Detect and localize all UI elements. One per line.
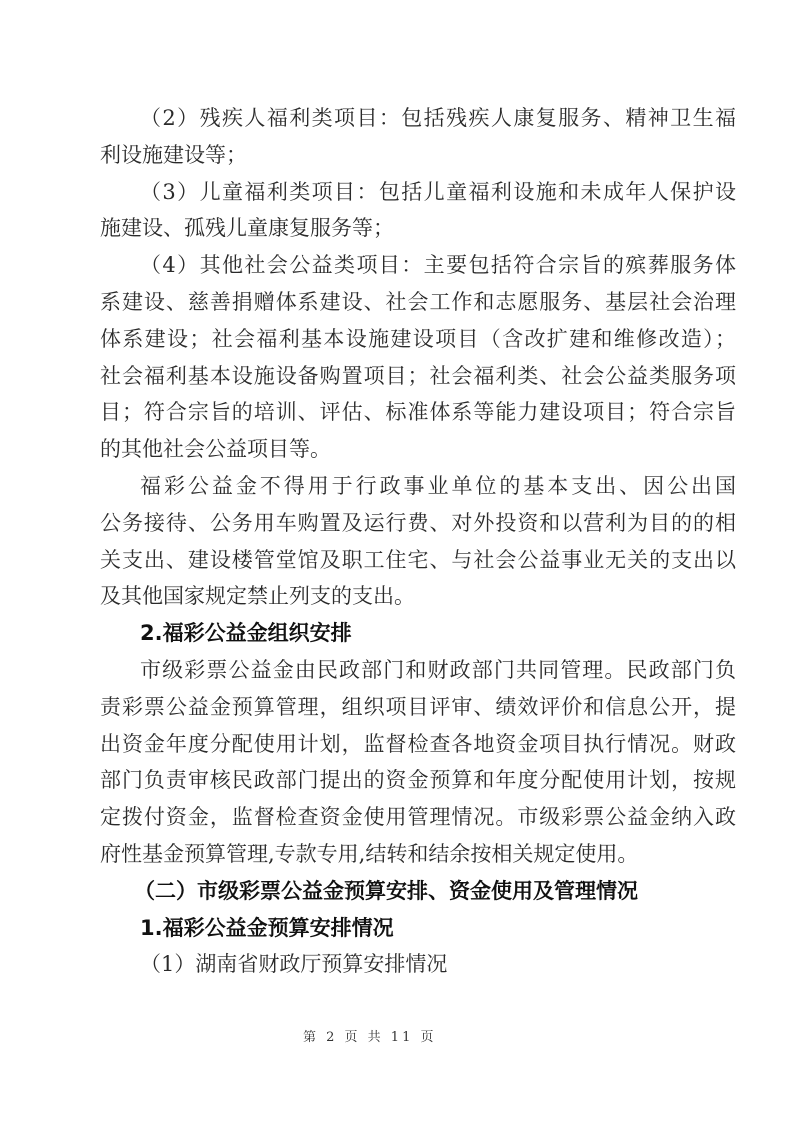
paragraph-line: 出资金年度分配使用计划，监督检查各地资金项目执行情况。财政 — [100, 731, 736, 756]
paragraph-line: 市级彩票公益金由民政部门和财政部门共同管理。民政部门负 — [140, 657, 736, 682]
paragraph-line: 体系建设；社会福利基本设施建设项目（含改扩建和维修改造）； — [100, 326, 736, 351]
section-heading: 2.福彩公益金组织安排 — [140, 621, 352, 646]
paragraph-line: 部门负责审核民政部门提出的资金预算和年度分配使用计划，按规 — [100, 768, 736, 793]
paragraph-line: 系建设、慈善捐赠体系建设、社会工作和志愿服务、基层社会治理 — [100, 289, 736, 314]
paragraph-line: （4）其他社会公益类项目：主要包括符合宗旨的殡葬服务体 — [140, 253, 736, 278]
paragraph-line: 社会福利基本设施设备购置项目；社会福利类、社会公益类服务项 — [100, 363, 736, 388]
paragraph-line: （2）残疾人福利类项目：包括残疾人康复服务、精神卫生福 — [140, 106, 736, 130]
paragraph-line: 责彩票公益金预算管理，组织项目评审、绩效评价和信息公开，提 — [100, 694, 736, 719]
section-heading: 1.福彩公益金预算安排情况 — [140, 915, 394, 940]
paragraph-line: 及其他国家规定禁止列支的支出。 — [100, 584, 415, 609]
paragraph-line: 府性基金预算管理,专款专用,结转和结余按相关规定使用。 — [100, 841, 639, 866]
paragraph-line: （3）儿童福利类项目：包括儿童福利设施和未成年人保护设 — [140, 179, 736, 204]
document-body — [100, 100, 736, 983]
paragraph-line: 公务接待、公务用车购置及运行费、对外投资和以营利为目的的相 — [100, 510, 736, 535]
paragraph-line: （1）湖南省财政厅预算安排情况 — [140, 952, 448, 977]
paragraph-line: 定拨付资金，监督检查资金使用管理情况。市级彩票公益金纳入政 — [100, 805, 736, 830]
paragraph-line: 目；符合宗旨的培训、评估、标准体系等能力建设项目；符合宗旨 — [100, 400, 736, 425]
section-heading: （二）市级彩票公益金预算安排、资金使用及管理情况 — [134, 878, 638, 903]
paragraph-line: 利设施建设等； — [100, 142, 247, 167]
paragraph-line: 的其他社会公益项目等。 — [100, 437, 331, 462]
paragraph-line: 福彩公益金不得用于行政事业单位的基本支出、因公出国 — [140, 473, 736, 498]
paragraph-line: 施建设、孤残儿童康复服务等； — [100, 216, 394, 241]
page-number-footer: 第 2 页 共 11 页 — [303, 1030, 437, 1045]
paragraph-line: 关支出、建设楼管堂馆及职工住宅、与社会公益事业无关的支出以 — [100, 547, 736, 572]
